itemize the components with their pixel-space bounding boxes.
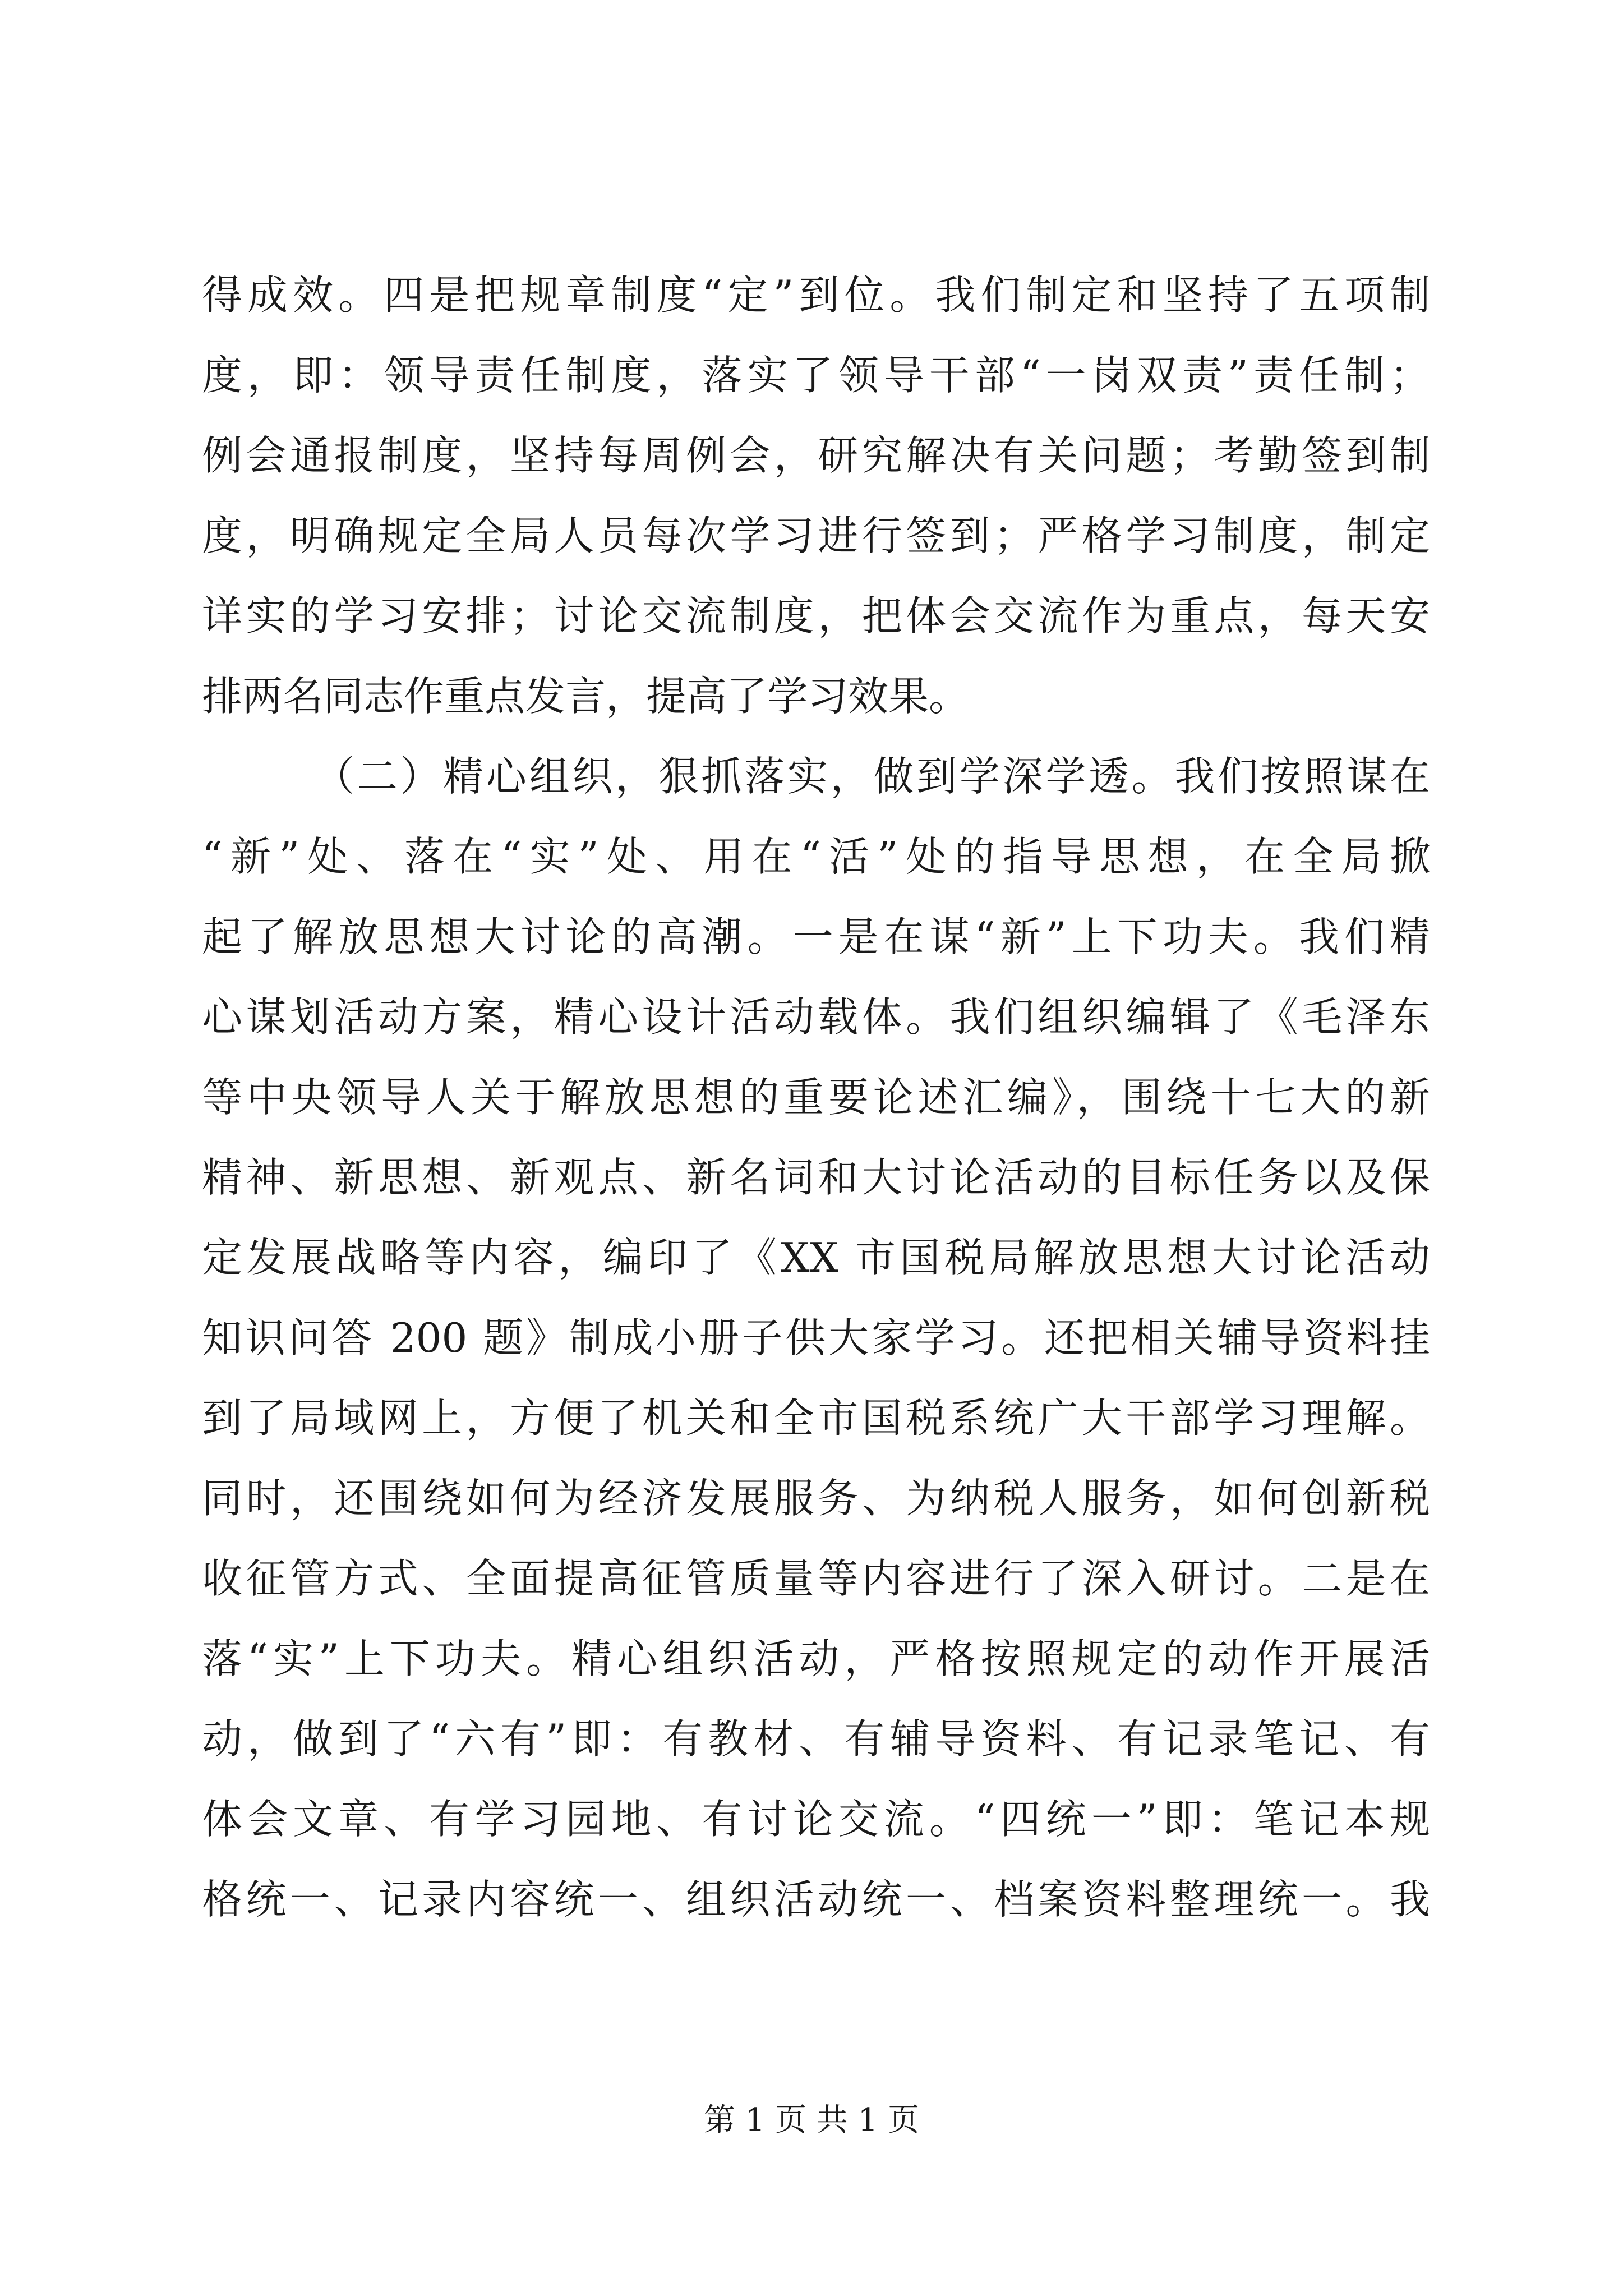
text-line: 得成效。四是把规章制度“定”到位。我们制定和坚持了五项制	[202, 272, 1430, 319]
text-line: 排两名同志作重点发言，提高了学习效果。	[202, 673, 970, 720]
text-line: “新”处、落在“实”处、用在“活”处的指导思想，在全局掀	[202, 833, 1430, 880]
text-line: 到了局域网上，方便了机关和全市国税系统广大干部学习理解。	[202, 1395, 1430, 1442]
text-line: 精神、新思想、新观点、新名词和大讨论活动的目标任务以及保	[202, 1154, 1430, 1201]
text-line: 度，明确规定全局人员每次学习进行签到；严格学习制度，制定	[202, 512, 1430, 559]
text-line: 定发展战略等内容，编印了《XX 市国税局解放思想大讨论活动	[202, 1234, 1430, 1281]
body-text	[202, 255, 1430, 1940]
paragraph-start-line: （二）精心组织，狠抓落实，做到学深学透。我们按照谋在	[314, 753, 1430, 800]
text-line: 收征管方式、全面提高征管质量等内容进行了深入研讨。二是在	[202, 1555, 1430, 1602]
text-line: 知识问答 200 题》制成小册子供大家学习。还把相关辅导资料挂	[202, 1314, 1430, 1361]
text-line: 体会文章、有学习园地、有讨论交流。“四统一”即：笔记本规	[202, 1796, 1430, 1843]
text-line: 心谋划活动方案，精心设计活动载体。我们组织编辑了《毛泽东	[202, 993, 1430, 1041]
text-line: 例会通报制度，坚持每周例会，研究解决有关问题；考勤签到制	[202, 432, 1430, 479]
text-line: 详实的学习安排；讨论交流制度，把体会交流作为重点，每天安	[202, 592, 1430, 639]
text-line: 等中央领导人关于解放思想的重要论述汇编》，围绕十七大的新	[202, 1074, 1430, 1121]
text-line: 格统一、记录内容统一、组织活动统一、档案资料整理统一。我	[202, 1876, 1430, 1923]
page-number-footer: 第 1 页 共 1 页	[703, 2102, 920, 2138]
text-line: 落“实”上下功夫。精心组织活动，严格按照规定的动作开展活	[202, 1635, 1430, 1682]
text-line: 动，做到了“六有”即：有教材、有辅导资料、有记录笔记、有	[202, 1715, 1430, 1763]
text-line: 起了解放思想大讨论的高潮。一是在谋“新”上下功夫。我们精	[202, 913, 1430, 960]
text-line: 度，即：领导责任制度，落实了领导干部“一岗双责”责任制；	[202, 352, 1430, 399]
text-line: 同时，还围绕如何为经济发展服务、为纳税人服务，如何创新税	[202, 1475, 1430, 1522]
